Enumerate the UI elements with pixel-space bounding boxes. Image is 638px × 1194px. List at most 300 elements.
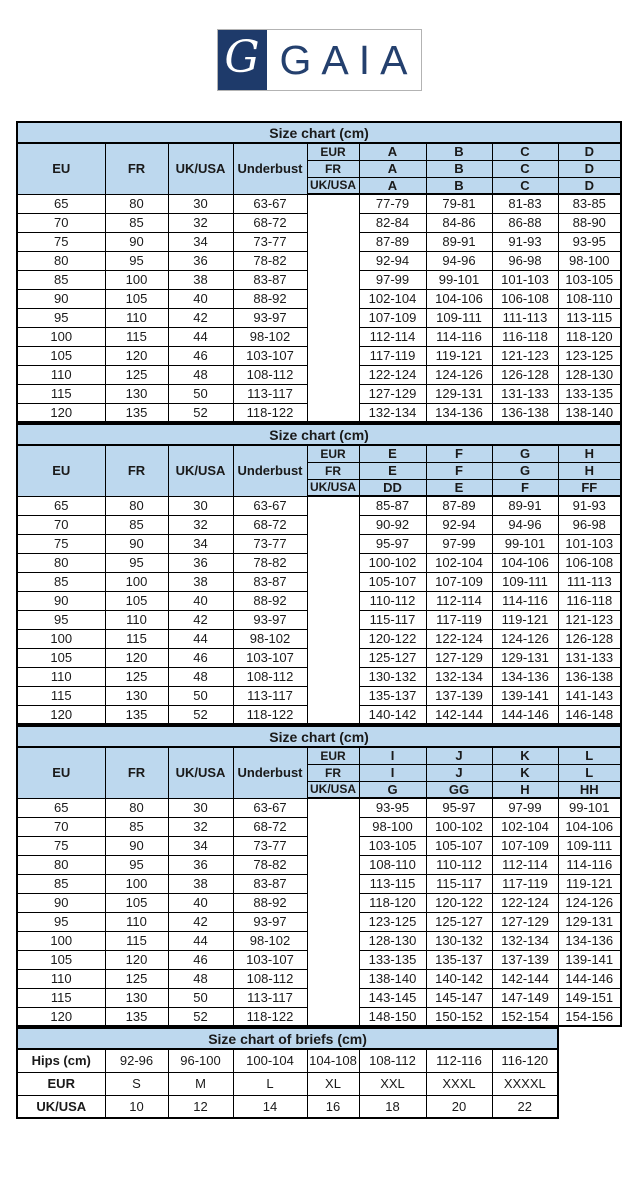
cell-eu: 110 [17,365,105,384]
col-header-uk-usa: UK/USA [168,747,233,798]
cell-underbust: 98-102 [233,629,307,648]
spacer-cell [307,308,359,327]
cell-cup-range: 118-120 [558,327,621,346]
cell-cup-range: 136-138 [492,403,558,422]
cell-cup-range: 89-91 [492,496,558,515]
briefs-size-table [16,1027,559,1119]
cell-fr: 80 [105,194,168,213]
cell-cup-range: 97-99 [359,270,426,289]
spacer-cell [307,270,359,289]
cell-eu: 90 [17,289,105,308]
cell-eu: 90 [17,591,105,610]
cell-cup-range: 89-91 [426,232,492,251]
cup-letter: FF [558,479,621,496]
cup-letter: B [426,177,492,194]
cell-underbust: 98-102 [233,327,307,346]
cell-cup-range: 102-104 [492,817,558,836]
size-row [17,836,621,855]
size-row [17,553,621,572]
cell-fr: 125 [105,969,168,988]
size-row [17,194,621,213]
cell-eu: 115 [17,686,105,705]
cell-fr: 100 [105,874,168,893]
cell-cup-range: 94-96 [492,515,558,534]
cell-cup-range: 116-118 [558,591,621,610]
spacer-cell [307,251,359,270]
cell-eu: 90 [17,893,105,912]
col-header-uk-usa: UK/USA [168,445,233,496]
cell-underbust: 93-97 [233,308,307,327]
cell-cup-range: 125-127 [426,912,492,931]
size-chart-table-3 [16,725,622,1027]
col-header-underbust: Underbust [233,445,307,496]
cell-eu: 100 [17,931,105,950]
cell-cup-range: 126-128 [492,365,558,384]
cell-underbust: 83-87 [233,874,307,893]
cell-fr: 80 [105,496,168,515]
size-row [17,893,621,912]
cell-cup-range: 122-124 [492,893,558,912]
spacer-cell [307,874,359,893]
cell-fr: 130 [105,686,168,705]
size-row [17,705,621,724]
cell-cup-range: 137-139 [426,686,492,705]
cell-cup-range: 112-114 [426,591,492,610]
cup-letter: A [359,143,426,160]
cell-cup-range: 135-137 [359,686,426,705]
table-title: Size chart (cm) [17,122,621,143]
spacer-cell [307,327,359,346]
cell-cup-range: 148-150 [359,1007,426,1026]
cell-underbust: 73-77 [233,836,307,855]
spacer-cell [307,667,359,686]
cell-uk-usa: 38 [168,874,233,893]
cell-cup-range: 149-151 [558,988,621,1007]
cell-cup-range: 116-118 [492,327,558,346]
briefs-row-label: UK/USA [17,1095,105,1118]
cell-uk-usa: 36 [168,855,233,874]
cell-uk-usa: 42 [168,308,233,327]
cell-cup-range: 111-113 [558,572,621,591]
size-row [17,591,621,610]
cup-header-row [17,445,621,462]
cell-cup-range: 117-119 [426,610,492,629]
size-row [17,232,621,251]
cell-cup-range: 111-113 [492,308,558,327]
spacer-cell [307,591,359,610]
cell-underbust: 118-122 [233,705,307,724]
cell-eu: 85 [17,270,105,289]
spacer-cell [307,289,359,308]
cell-cup-range: 131-133 [558,648,621,667]
cell-cup-range: 95-97 [359,534,426,553]
cell-underbust: 93-97 [233,912,307,931]
cell-fr: 115 [105,931,168,950]
briefs-cell: 96-100 [168,1049,233,1072]
cell-cup-range: 109-111 [492,572,558,591]
cell-fr: 135 [105,705,168,724]
cell-underbust: 68-72 [233,515,307,534]
cell-eu: 95 [17,912,105,931]
cell-fr: 110 [105,912,168,931]
spacer-cell [307,648,359,667]
cup-letter: F [426,462,492,479]
cell-eu: 115 [17,988,105,1007]
cup-letter: A [359,177,426,194]
cell-cup-range: 135-137 [426,950,492,969]
cell-cup-range: 133-135 [359,950,426,969]
size-row [17,1007,621,1026]
cell-cup-range: 82-84 [359,213,426,232]
cell-uk-usa: 46 [168,648,233,667]
cup-letter: L [558,764,621,781]
cell-fr: 100 [105,270,168,289]
cell-cup-range: 124-126 [426,365,492,384]
spacer-cell [307,836,359,855]
table-title-row [17,726,621,747]
cell-cup-range: 134-136 [426,403,492,422]
cell-cup-range: 152-154 [492,1007,558,1026]
cell-uk-usa: 34 [168,836,233,855]
cup-letter: C [492,160,558,177]
logo-monogram: G [218,30,267,90]
cell-cup-range: 115-117 [426,874,492,893]
cup-system-label: EUR [307,143,359,160]
spacer-cell [307,384,359,403]
cell-fr: 80 [105,798,168,817]
cup-letter: H [558,445,621,462]
logo-wordmark: GAIA [279,36,418,83]
table-title: Size chart (cm) [17,424,621,445]
briefs-cell: S [105,1072,168,1095]
spacer-cell [307,553,359,572]
cell-eu: 120 [17,1007,105,1026]
cell-cup-range: 140-142 [426,969,492,988]
briefs-cell: 10 [105,1095,168,1118]
cell-fr: 120 [105,648,168,667]
cup-letter: D [558,160,621,177]
size-charts-container [16,121,638,1119]
cell-uk-usa: 36 [168,251,233,270]
spacer-cell [307,365,359,384]
cup-letter: DD [359,479,426,496]
cell-uk-usa: 40 [168,289,233,308]
cell-cup-range: 124-126 [492,629,558,648]
spacer-cell [307,610,359,629]
cell-cup-range: 127-129 [359,384,426,403]
cell-cup-range: 92-94 [426,515,492,534]
cup-system-label: UK/USA [307,479,359,496]
cup-system-label: FR [307,764,359,781]
cell-cup-range: 145-147 [426,988,492,1007]
table-title: Size chart (cm) [17,726,621,747]
cell-cup-range: 99-101 [492,534,558,553]
size-row [17,988,621,1007]
cell-fr: 95 [105,553,168,572]
table-title-row [17,1028,558,1049]
cell-uk-usa: 48 [168,667,233,686]
cell-cup-range: 79-81 [426,194,492,213]
cup-letter: I [359,747,426,764]
spacer-cell [307,194,359,213]
cell-uk-usa: 50 [168,686,233,705]
briefs-cell: XL [307,1072,359,1095]
cell-fr: 115 [105,629,168,648]
cell-cup-range: 104-106 [426,289,492,308]
cell-cup-range: 102-104 [359,289,426,308]
cup-letter: C [492,143,558,160]
cell-underbust: 73-77 [233,534,307,553]
cell-cup-range: 127-129 [492,912,558,931]
cell-uk-usa: 40 [168,591,233,610]
col-header-eu: EU [17,143,105,194]
cell-cup-range: 128-130 [359,931,426,950]
spacer-cell [307,213,359,232]
cell-uk-usa: 50 [168,384,233,403]
cell-cup-range: 141-143 [558,686,621,705]
cell-uk-usa: 32 [168,817,233,836]
cell-fr: 135 [105,1007,168,1026]
cell-eu: 105 [17,950,105,969]
cell-uk-usa: 50 [168,988,233,1007]
cell-cup-range: 115-117 [359,610,426,629]
cell-cup-range: 107-109 [359,308,426,327]
cell-underbust: 63-67 [233,798,307,817]
cell-eu: 75 [17,232,105,251]
cell-underbust: 113-117 [233,988,307,1007]
cell-cup-range: 150-152 [426,1007,492,1026]
size-row [17,346,621,365]
cell-uk-usa: 34 [168,232,233,251]
cell-cup-range: 122-124 [359,365,426,384]
cup-letter: F [426,445,492,462]
cell-eu: 120 [17,705,105,724]
briefs-cell: 104-108 [307,1049,359,1072]
size-row [17,213,621,232]
spacer-cell [307,496,359,515]
size-row [17,667,621,686]
size-row [17,855,621,874]
size-row [17,496,621,515]
cell-eu: 100 [17,327,105,346]
cell-eu: 110 [17,969,105,988]
cell-cup-range: 134-136 [558,931,621,950]
briefs-cell: XXXL [426,1072,492,1095]
cell-cup-range: 101-103 [492,270,558,289]
cup-letter: GG [426,781,492,798]
size-row [17,950,621,969]
cell-cup-range: 112-114 [492,855,558,874]
size-row [17,251,621,270]
cell-cup-range: 129-131 [426,384,492,403]
cell-cup-range: 131-133 [492,384,558,403]
cell-cup-range: 132-134 [426,667,492,686]
cell-fr: 95 [105,251,168,270]
cell-underbust: 108-112 [233,365,307,384]
size-row [17,610,621,629]
cell-eu: 80 [17,553,105,572]
cell-fr: 120 [105,950,168,969]
cell-underbust: 103-107 [233,648,307,667]
cell-fr: 105 [105,591,168,610]
cell-eu: 75 [17,534,105,553]
size-chart-table-1 [16,121,622,423]
cell-fr: 125 [105,365,168,384]
cell-cup-range: 108-110 [558,289,621,308]
cell-underbust: 83-87 [233,572,307,591]
cell-eu: 70 [17,213,105,232]
cell-underbust: 63-67 [233,496,307,515]
cell-uk-usa: 30 [168,496,233,515]
cell-cup-range: 105-107 [359,572,426,591]
col-header-fr: FR [105,445,168,496]
size-row [17,534,621,553]
cell-cup-range: 130-132 [359,667,426,686]
cell-uk-usa: 30 [168,798,233,817]
cup-header-row [17,143,621,160]
col-header-uk-usa: UK/USA [168,143,233,194]
cell-cup-range: 96-98 [492,251,558,270]
cell-fr: 130 [105,384,168,403]
cell-uk-usa: 48 [168,365,233,384]
briefs-cell: 22 [492,1095,558,1118]
size-row [17,270,621,289]
size-row [17,327,621,346]
size-row [17,798,621,817]
cell-uk-usa: 32 [168,213,233,232]
cell-cup-range: 114-116 [426,327,492,346]
size-row [17,515,621,534]
cell-cup-range: 126-128 [558,629,621,648]
cell-eu: 80 [17,855,105,874]
cell-uk-usa: 44 [168,931,233,950]
cup-letter: K [492,764,558,781]
cell-underbust: 108-112 [233,969,307,988]
cell-eu: 70 [17,515,105,534]
cup-system-label: FR [307,160,359,177]
cell-cup-range: 105-107 [426,836,492,855]
cell-cup-range: 90-92 [359,515,426,534]
cell-cup-range: 132-134 [359,403,426,422]
briefs-cell: L [233,1072,307,1095]
cell-cup-range: 139-141 [492,686,558,705]
cell-cup-range: 109-111 [426,308,492,327]
size-row [17,931,621,950]
cell-underbust: 118-122 [233,403,307,422]
cup-header-row [17,747,621,764]
col-header-fr: FR [105,143,168,194]
cup-letter: C [492,177,558,194]
cell-eu: 95 [17,610,105,629]
cell-cup-range: 144-146 [492,705,558,724]
cell-fr: 125 [105,667,168,686]
spacer-cell [307,686,359,705]
cell-cup-range: 114-116 [492,591,558,610]
cell-cup-range: 104-106 [492,553,558,572]
cell-cup-range: 97-99 [492,798,558,817]
size-row [17,817,621,836]
cell-uk-usa: 40 [168,893,233,912]
cell-uk-usa: 34 [168,534,233,553]
size-row [17,912,621,931]
cell-cup-range: 106-108 [558,553,621,572]
briefs-cell: XXXXL [492,1072,558,1095]
size-row [17,365,621,384]
cup-letter: D [558,177,621,194]
spacer-cell [307,515,359,534]
cell-cup-range: 92-94 [359,251,426,270]
cell-cup-range: 132-134 [492,931,558,950]
cell-cup-range: 138-140 [558,403,621,422]
cell-fr: 105 [105,893,168,912]
cell-uk-usa: 36 [168,553,233,572]
cell-cup-range: 98-100 [359,817,426,836]
briefs-cell: 14 [233,1095,307,1118]
briefs-cell: 116-120 [492,1049,558,1072]
cell-fr: 90 [105,534,168,553]
spacer-cell [307,403,359,422]
cell-eu: 105 [17,346,105,365]
cell-underbust: 78-82 [233,553,307,572]
cell-fr: 110 [105,308,168,327]
cell-cup-range: 127-129 [426,648,492,667]
cell-cup-range: 110-112 [426,855,492,874]
cell-cup-range: 133-135 [558,384,621,403]
cell-uk-usa: 30 [168,194,233,213]
cell-cup-range: 144-146 [558,969,621,988]
cell-uk-usa: 42 [168,912,233,931]
cell-cup-range: 146-148 [558,705,621,724]
briefs-cell: 12 [168,1095,233,1118]
briefs-cell: 108-112 [359,1049,426,1072]
cell-cup-range: 107-109 [492,836,558,855]
size-row [17,384,621,403]
cell-cup-range: 122-124 [426,629,492,648]
briefs-cell: 20 [426,1095,492,1118]
briefs-row [17,1095,558,1118]
cell-uk-usa: 42 [168,610,233,629]
cell-cup-range: 102-104 [426,553,492,572]
cell-cup-range: 88-90 [558,213,621,232]
cell-underbust: 113-117 [233,384,307,403]
cell-cup-range: 120-122 [359,629,426,648]
cup-letter: L [558,747,621,764]
cell-cup-range: 121-123 [492,346,558,365]
cup-letter: E [359,462,426,479]
briefs-row-label: Hips (cm) [17,1049,105,1072]
cell-eu: 65 [17,496,105,515]
table-title-row [17,424,621,445]
cup-letter: H [492,781,558,798]
cell-eu: 100 [17,629,105,648]
spacer-cell [307,346,359,365]
cell-eu: 65 [17,194,105,213]
cell-fr: 100 [105,572,168,591]
cell-cup-range: 130-132 [426,931,492,950]
cup-letter: G [359,781,426,798]
cell-cup-range: 114-116 [558,855,621,874]
spacer-cell [307,705,359,724]
cell-cup-range: 99-101 [426,270,492,289]
cell-eu: 85 [17,874,105,893]
cell-uk-usa: 38 [168,270,233,289]
cell-fr: 130 [105,988,168,1007]
size-row [17,289,621,308]
spacer-cell [307,817,359,836]
cell-fr: 95 [105,855,168,874]
briefs-row [17,1049,558,1072]
cell-cup-range: 100-102 [426,817,492,836]
